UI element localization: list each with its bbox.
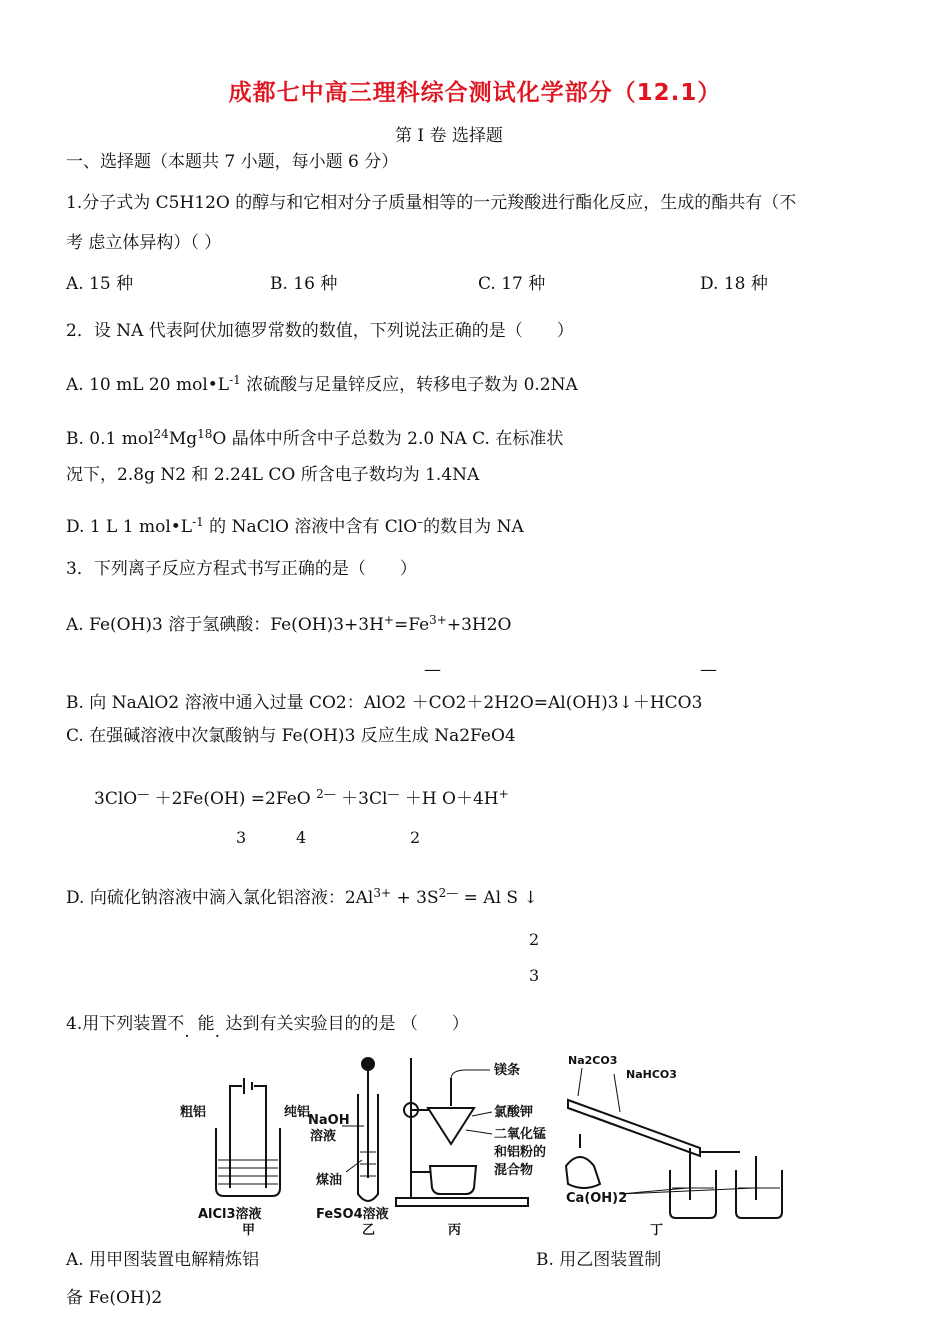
q4-option-b: B. 用乙图装置制 <box>536 1250 662 1270</box>
q3-a-end: +3H2O <box>446 615 512 635</box>
label-yi-naoh-2: 溶液 <box>310 1129 337 1144</box>
q2-d-text: D. 1 L 1 mol•L <box>66 517 193 537</box>
label-bing-mg: 镁条 <box>494 1063 521 1078</box>
q4-stem-pre: 4.用下列装置不 <box>66 1014 185 1034</box>
q4-option-b-line2: 备 Fe(OH)2 <box>66 1288 163 1308</box>
q1-option-b: B. 16 种 <box>270 274 338 294</box>
page-title: 成都七中高三理科综合测试化学部分（12.1） <box>228 80 722 106</box>
q2-option-c-line2: 况下，2.8g N2 和 2.24L CO 所含电子数均为 1.4NA <box>66 465 480 485</box>
q2-a-rest: 浓硫酸与足量锌反应，转移电子数为 0.2NA <box>240 375 578 395</box>
q2-a-sup: -1 <box>229 373 241 387</box>
label-jia-left: 粗铝 <box>180 1105 207 1120</box>
q3-option-d <box>66 883 538 908</box>
q4-emphasis-dot-2: . <box>214 1022 221 1042</box>
q3-c-sup4: + <box>498 787 509 801</box>
label-yi-oil: 煤油 <box>316 1173 343 1188</box>
q2-a-text: A. 10 mL 20 mol•L <box>66 375 230 395</box>
q3-option-c-stem: C. 在强碱溶液中次氯酸钠与 Fe(OH)3 反应生成 Na2FeO4 <box>66 726 516 746</box>
q1-stem-line1: 1.分子式为 C5H12O 的醇与和它相对分子质量相等的一元羧酸进行酯化反应，生成的酯共有（不 <box>66 193 797 213</box>
q2-d-rest: 的 NaClO 溶液中含有 ClO <box>203 517 418 537</box>
q3-a-mid: =Fe <box>393 615 430 635</box>
q3-option-b: B. 向 NaAlO2 溶液中通入过量 CO2：AlO2 ＋CO2＋2H2O=Al(OH)3↓＋HCO3 <box>66 693 703 713</box>
label-ding-na2co3: Na2CO3 <box>568 1054 618 1067</box>
q3-d-sup2: 2— <box>438 886 459 900</box>
q3-c-subscript-2: 2 <box>410 828 421 847</box>
label-bing-mix-2: 和铝粉的 <box>494 1145 547 1160</box>
q3-c-eq1: 3ClO <box>94 789 138 809</box>
q3-b-dash2: — <box>700 660 717 680</box>
q2-b-mg: Mg <box>168 429 198 449</box>
label-ding-caoh2: Ca(OH)2 <box>566 1191 628 1206</box>
q4-option-a: A. 用甲图装置电解精炼铝 <box>66 1250 260 1270</box>
q2-option-b <box>66 424 563 449</box>
q3-d-end: = Al S ↓ <box>458 888 538 908</box>
q3-d-subscript-2: 2 <box>529 930 540 949</box>
label-bing: 丙 <box>448 1223 462 1238</box>
label-ding-nahco3: NaHCO3 <box>626 1068 677 1081</box>
q1-option-a: A. 15 种 <box>66 274 134 294</box>
q3-stem: 3．下列离子反应方程式书写正确的是（ ） <box>66 559 417 579</box>
q1-option-d: D. 18 种 <box>700 274 768 294</box>
apparatus-figure <box>180 1048 800 1238</box>
label-yi: 乙 <box>362 1223 376 1238</box>
q3-option-a <box>66 610 512 635</box>
label-jia: 甲 <box>242 1223 256 1238</box>
q4-stem <box>66 1014 469 1042</box>
q3-d-sup1: 3+ <box>373 886 392 900</box>
section-header: 第 Ⅰ 卷 选择题 <box>395 126 503 146</box>
q2-b-rest: O 晶体中所含中子总数为 2.0 NA C. 在标准状 <box>212 429 564 449</box>
q3-c-eq4: ＋H O＋4H <box>399 789 499 809</box>
label-jia-right: 纯铝 <box>284 1105 311 1120</box>
q3-a-text: A. Fe(OH)3 溶于氢碘酸：Fe(OH)3+3H <box>66 615 384 635</box>
q4-emphasis-dot: . <box>184 1022 190 1042</box>
q4-stem-end: 达到有关实验目的的是 （ ） <box>220 1014 469 1034</box>
q2-d-sup2: – <box>417 515 424 529</box>
q1-stem-line2: 考 虑立体异构）（ ） <box>66 233 222 253</box>
apparatus-yi <box>342 1058 378 1201</box>
q3-d-subscript-3: 3 <box>529 966 540 985</box>
label-ding: 丁 <box>650 1223 664 1238</box>
q2-b-sup2: 18 <box>197 427 213 441</box>
q2-b-sup1: 24 <box>153 427 169 441</box>
part-header: 一、选择题（本题共 7 小题，每小题 6 分） <box>66 152 399 172</box>
q3-d-text: D. 向硫化钠溶液中滴入氯化铝溶液：2Al <box>66 888 374 908</box>
label-yi-naoh-1: NaOH <box>308 1113 350 1128</box>
q2-d-end: 的数目为 NA <box>423 517 524 537</box>
q3-d-mid: + 3S <box>391 888 439 908</box>
q2-option-d <box>66 512 524 537</box>
label-bing-mix-3: 混合物 <box>494 1163 534 1178</box>
q2-option-a <box>66 370 578 395</box>
q3-a-sup1: + <box>383 613 394 627</box>
q3-b-dash1: — <box>424 660 441 680</box>
q3-c-subscript-4: 4 <box>296 828 307 847</box>
q2-b-pre: B. 0.1 mol <box>66 429 154 449</box>
q1-option-c: C. 17 种 <box>478 274 546 294</box>
q3-c-eq3: ＋3Cl <box>335 789 388 809</box>
apparatus-jia <box>216 1078 280 1196</box>
q3-c-sup2: 2— <box>316 787 336 801</box>
q2-stem: 2．设 NA 代表阿伏加德罗常数的数值，下列说法正确的是（ ） <box>66 321 574 341</box>
q2-d-sup: -1 <box>192 515 204 529</box>
label-bing-mix-1: 二氧化锰 <box>494 1127 547 1142</box>
q3-c-eq2: ＋2Fe(OH) =2FeO <box>149 789 317 809</box>
q3-c-sup1: — <box>137 787 150 801</box>
label-jia-solution: AlCl3溶液 <box>198 1207 262 1222</box>
q4-stem-mid: 能 <box>197 1014 215 1034</box>
label-yi-solution: FeSO4溶液 <box>316 1207 389 1222</box>
label-bing-kclo3: 氯酸钾 <box>494 1105 534 1120</box>
q3-a-sup2: 3+ <box>429 613 447 627</box>
q3-c-subscript-3: 3 <box>236 828 247 847</box>
q3-option-c-equation <box>94 784 509 809</box>
q3-c-sup3: — <box>387 787 400 801</box>
